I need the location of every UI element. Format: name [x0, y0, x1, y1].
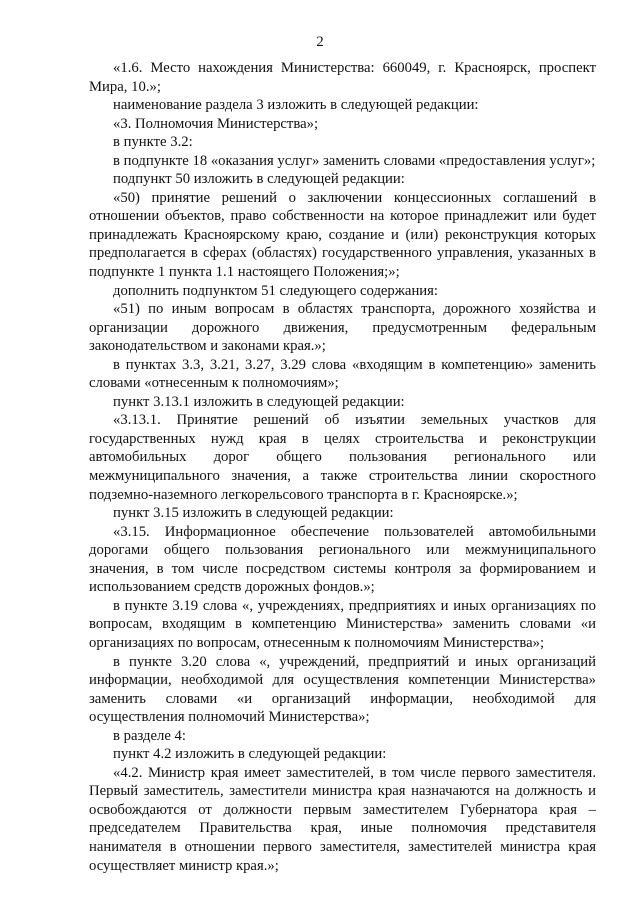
paragraph: «4.2. Министр края имеет заместителей, в том числе первого заместителя. Первый заместитель, заместители министра края назначаются на должность и освобождаются от должности первым заместителем Губернатора края – председателем Правительства края, иные полномочия представителя нанимателя в отношении первого заместителя, заместителей министра края осуществляет министр края.»; — [89, 764, 596, 874]
paragraph: пункт 4.2 изложить в следующей редакции: — [113, 746, 387, 763]
paragraph: «51) по иным вопросам в областях транспорта, дорожного хозяйства и организации дорожного движения, предусмотренным федеральным законодательством и законами края.»; — [89, 301, 596, 355]
paragraph: «3.13.1. Принятие решений об изъятии земельных участков для государственных нужд края в целях строительства и реконструкции автомобильных дорог общего пользования регионального или межмуниципального значения, а также строительства линии скоростного подземно-наземного легкорельсового транспорта в г. Красноярске.»; — [89, 412, 596, 503]
paragraph: «3. Полномочия Министерства»; — [113, 115, 319, 132]
page-number: 2 — [316, 34, 324, 50]
paragraph: дополнить подпунктом 51 следующего содержания: — [113, 282, 439, 299]
paragraph: в разделе 4: — [113, 727, 186, 744]
document-body — [89, 59, 596, 875]
paragraph: в пункте 3.2: — [113, 134, 193, 151]
paragraph: подпункт 50 изложить в следующей редакции: — [113, 171, 405, 188]
paragraph: «3.15. Информационное обеспечение пользователей автомобильными дорогами общего пользования регионального или межмуниципального значения, в том числе посредством системы контроля за формированием и использованием средств дорожных фондов.»; — [89, 523, 596, 596]
paragraph: пункт 3.13.1 изложить в следующей редакции: — [113, 393, 405, 410]
paragraph: «50) принятие решений о заключении концессионных соглашений в отношении объектов, право собственности на которое принадлежит или будет принадлежать Красноярскому краю, создание и (или) реконструкция которых предполагается в сферах (областях) государственного управления, указанных в подпункте 1 пункта 1.1 настоящего Положения;»; — [89, 189, 596, 281]
paragraph: в подпункте 18 «оказания услуг» заменить словами «предоставления услуг»; — [113, 152, 596, 169]
paragraph: в пункте 3.19 слова «, учреждениях, предприятиях и иных организациях по вопросам, входящим в компетенцию Министерства» заменить словами «и организациях по вопросам, отнесенным к полномочиям Министерства»; — [89, 597, 596, 651]
paragraph: «1.6. Место нахождения Министерства: 660049, г. Красноярск, проспект Мира, 10.»; — [89, 60, 596, 95]
paragraph: в пункте 3.20 слова «, учреждений, предприятий и иных организаций информации, необходимой для осуществления компетенции Министерства» заменить словами «и организаций информации, необходимой для осуществления полномочий Министерства»; — [89, 653, 596, 726]
paragraph: пункт 3.15 изложить в следующей редакции: — [113, 505, 394, 522]
paragraph: в пунктах 3.3, 3.21, 3.27, 3.29 слова «входящим в компетенцию» заменить словами «отнесенным к полномочиям»; — [89, 356, 596, 392]
paragraph: наименование раздела 3 изложить в следующей редакции: — [113, 97, 479, 114]
